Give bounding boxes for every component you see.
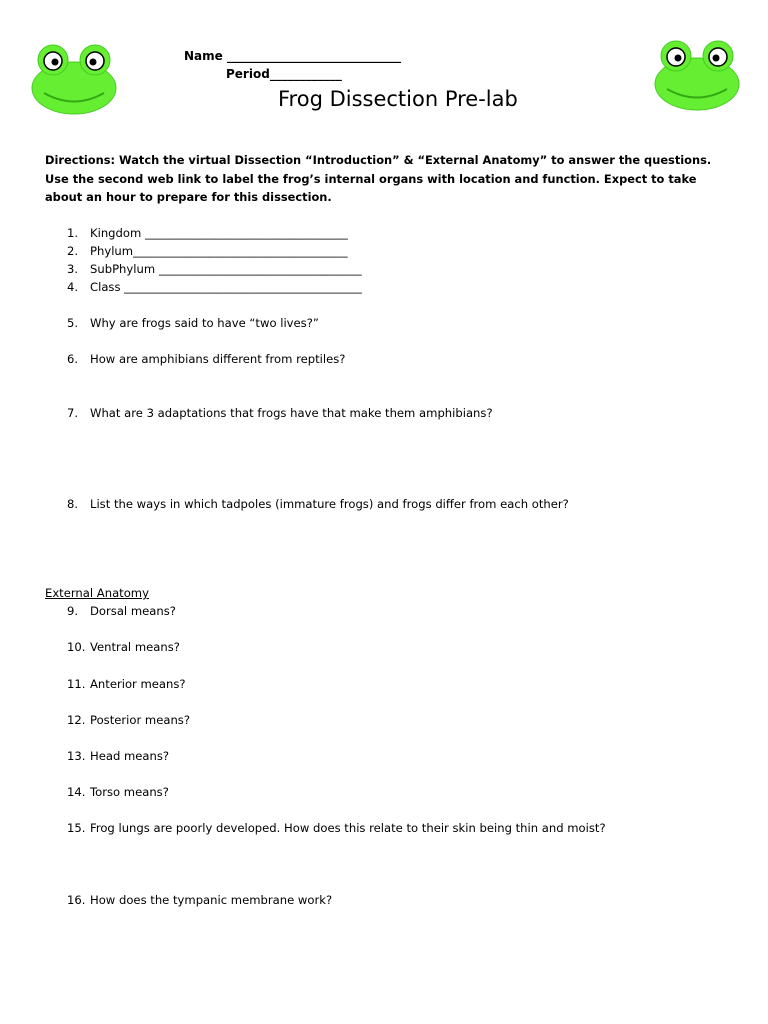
question-text: How are amphibians different from reptiles? — [90, 352, 346, 366]
section-heading-external-anatomy: External Anatomy — [45, 586, 149, 600]
question-16 — [67, 893, 332, 907]
name-blank[interactable]: _____________________________ — [226, 49, 401, 63]
question-text: SubPhylum ___________________________________ — [90, 262, 362, 276]
question-12 — [67, 713, 190, 727]
question-number: 2. — [67, 244, 79, 258]
question-number: 4. — [67, 280, 79, 294]
question-number: 16. — [67, 893, 86, 907]
question-1 — [67, 226, 348, 240]
question-10 — [67, 640, 180, 654]
directions-text: Directions: Watch the virtual Dissection “Introduction” & “External Anatomy” to answer the questions. Use the second web link to label the frog’s internal organs with location and function. Expect to take about an hour to prepare for this dissection. — [45, 153, 712, 204]
question-number: 12. — [67, 713, 86, 727]
question-5 — [67, 316, 319, 330]
period-label: Period — [226, 67, 270, 81]
question-number: 1. — [67, 226, 79, 240]
period-line — [226, 67, 342, 81]
question-15 — [67, 821, 606, 835]
question-number: 6. — [67, 352, 79, 366]
question-text: Posterior means? — [90, 713, 190, 727]
question-number: 5. — [67, 316, 79, 330]
question-text: What are 3 adaptations that frogs have that make them amphibians? — [90, 406, 493, 420]
question-number: 15. — [67, 821, 86, 835]
question-text: Torso means? — [90, 785, 169, 799]
question-11 — [67, 677, 186, 691]
question-14 — [67, 785, 169, 799]
question-2 — [67, 244, 348, 258]
question-text: Class _________________________________________ — [90, 280, 362, 294]
question-text: Head means? — [90, 749, 170, 763]
question-number: 10. — [67, 640, 86, 654]
question-text: Phylum_____________________________________ — [90, 244, 348, 258]
name-line — [184, 49, 401, 63]
question-13 — [67, 749, 169, 763]
question-3 — [67, 262, 362, 276]
question-text: Anterior means? — [90, 677, 186, 691]
question-text: Dorsal means? — [90, 604, 176, 618]
question-text: Kingdom ___________________________________ — [90, 226, 348, 240]
question-text: List the ways in which tadpoles (immature frogs) and frogs differ from each other? — [90, 497, 569, 511]
question-number: 13. — [67, 749, 86, 763]
question-text: Frog lungs are poorly developed. How does this relate to their skin being thin and moist? — [90, 821, 606, 835]
question-number: 8. — [67, 497, 79, 511]
question-number: 11. — [67, 677, 86, 691]
frog-icon-right — [651, 34, 743, 114]
name-label: Name — [184, 49, 223, 63]
question-number: 9. — [67, 604, 79, 618]
question-text: Ventral means? — [90, 640, 180, 654]
question-number: 14. — [67, 785, 86, 799]
question-number: 3. — [67, 262, 79, 276]
question-8 — [67, 497, 569, 511]
page-title: Frog Dissection Pre-lab — [278, 87, 518, 111]
question-9 — [67, 604, 176, 618]
period-blank[interactable]: ____________ — [269, 67, 342, 81]
question-7 — [67, 406, 493, 420]
question-6 — [67, 352, 345, 366]
question-text: How does the tympanic membrane work? — [90, 893, 333, 907]
question-4 — [67, 280, 362, 294]
frog-icon-left — [28, 38, 120, 118]
question-number: 7. — [67, 406, 79, 420]
question-text: Why are frogs said to have “two lives?” — [90, 316, 319, 330]
